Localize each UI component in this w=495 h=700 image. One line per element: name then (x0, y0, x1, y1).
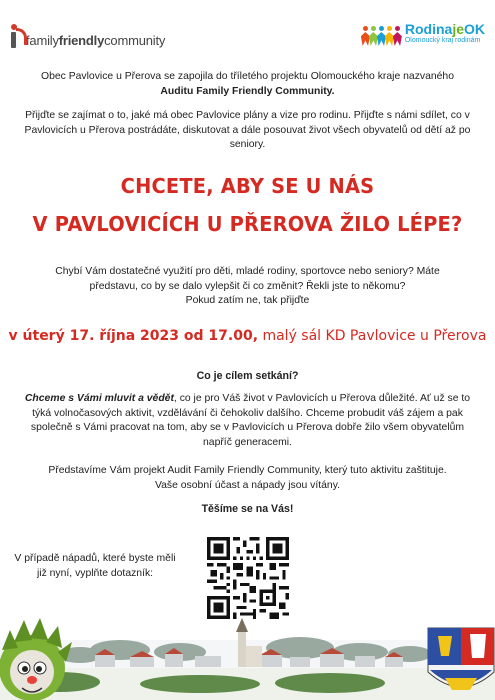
rodina-je-ok-logo (361, 22, 485, 48)
goal-heading: Co je cílem setkání? (196, 370, 299, 382)
rodina-je-ok-wordmark: RodinajeOK (404, 21, 485, 37)
event-date-place: v úterý 17. října 2023 od 17.00, malý sál KD Pavlovice u Přerova (8, 328, 487, 344)
headline-line-2: V PAVLOVICÍCH U PŘEROVA ŽILO LÉPE? (32, 212, 463, 236)
village-panorama-icon (0, 618, 495, 700)
qr-code-icon[interactable] (207, 537, 289, 619)
intro-paragraph-2: Přijďte se zajímat o to, jaké má obec Pavlovice plány a vize pro rodinu. Přijďte s námi sdílet, co v Pavlovicích u Přerova postrádáte, diskutovat a dále posouvat život všech obyvatelů od dětí až po seniory. (24, 110, 471, 150)
ffc-logo-text: familyfriendlycommunity (26, 33, 166, 48)
family-figures-icon (361, 22, 401, 48)
questions-paragraph: Chybí Vám dostatečné využití pro děti, mladé rodiny, sportovce nebo seniory? Máte představu, co by se dalo vylepšit či co změnit? Řekli jste to někomu? Pokud zatím ne, tak přijďte (55, 266, 440, 306)
project-paragraph: Představíme Vám projekt Audit Family Friendly Community, který tuto aktivitu zaštituje. Vaše osobní účast a nápady jsou vítány. (48, 465, 447, 491)
sign-off: Těšíme se na Vás! (201, 503, 294, 515)
goal-paragraph: Chceme s Vámi mluvit a vědět, co je pro Váš život v Pavlovicích u Přerova důležité. Ať už se to týká volnočasových aktivit, vzdělávání či čehokoliv dalšího. Chceme probudit váš zájem a pak společně s Vámi pracovat na tom, aby se v Pavlovicích u Přerova dobře žilo všem obyvatelům napříč generacemi. (24, 393, 471, 448)
questionnaire-caption: V případě nápadů, které byste měli již nyní, vyplňte dotazník: (14, 553, 176, 579)
headline-line-1: CHCETE, ABY SE U NÁS (120, 174, 375, 198)
ffc-logo-icon (8, 24, 24, 48)
family-friendly-community-logo (8, 24, 165, 48)
rodina-je-ok-subtitle: Olomoucký kraj rodinám (404, 37, 481, 44)
intro-paragraph-1: Obec Pavlovice u Přerova se zapojila do tříletého projektu Olomouckého kraje nazvaného Auditu Family Friendly Community. (41, 71, 454, 97)
footer-illustration (0, 610, 495, 700)
